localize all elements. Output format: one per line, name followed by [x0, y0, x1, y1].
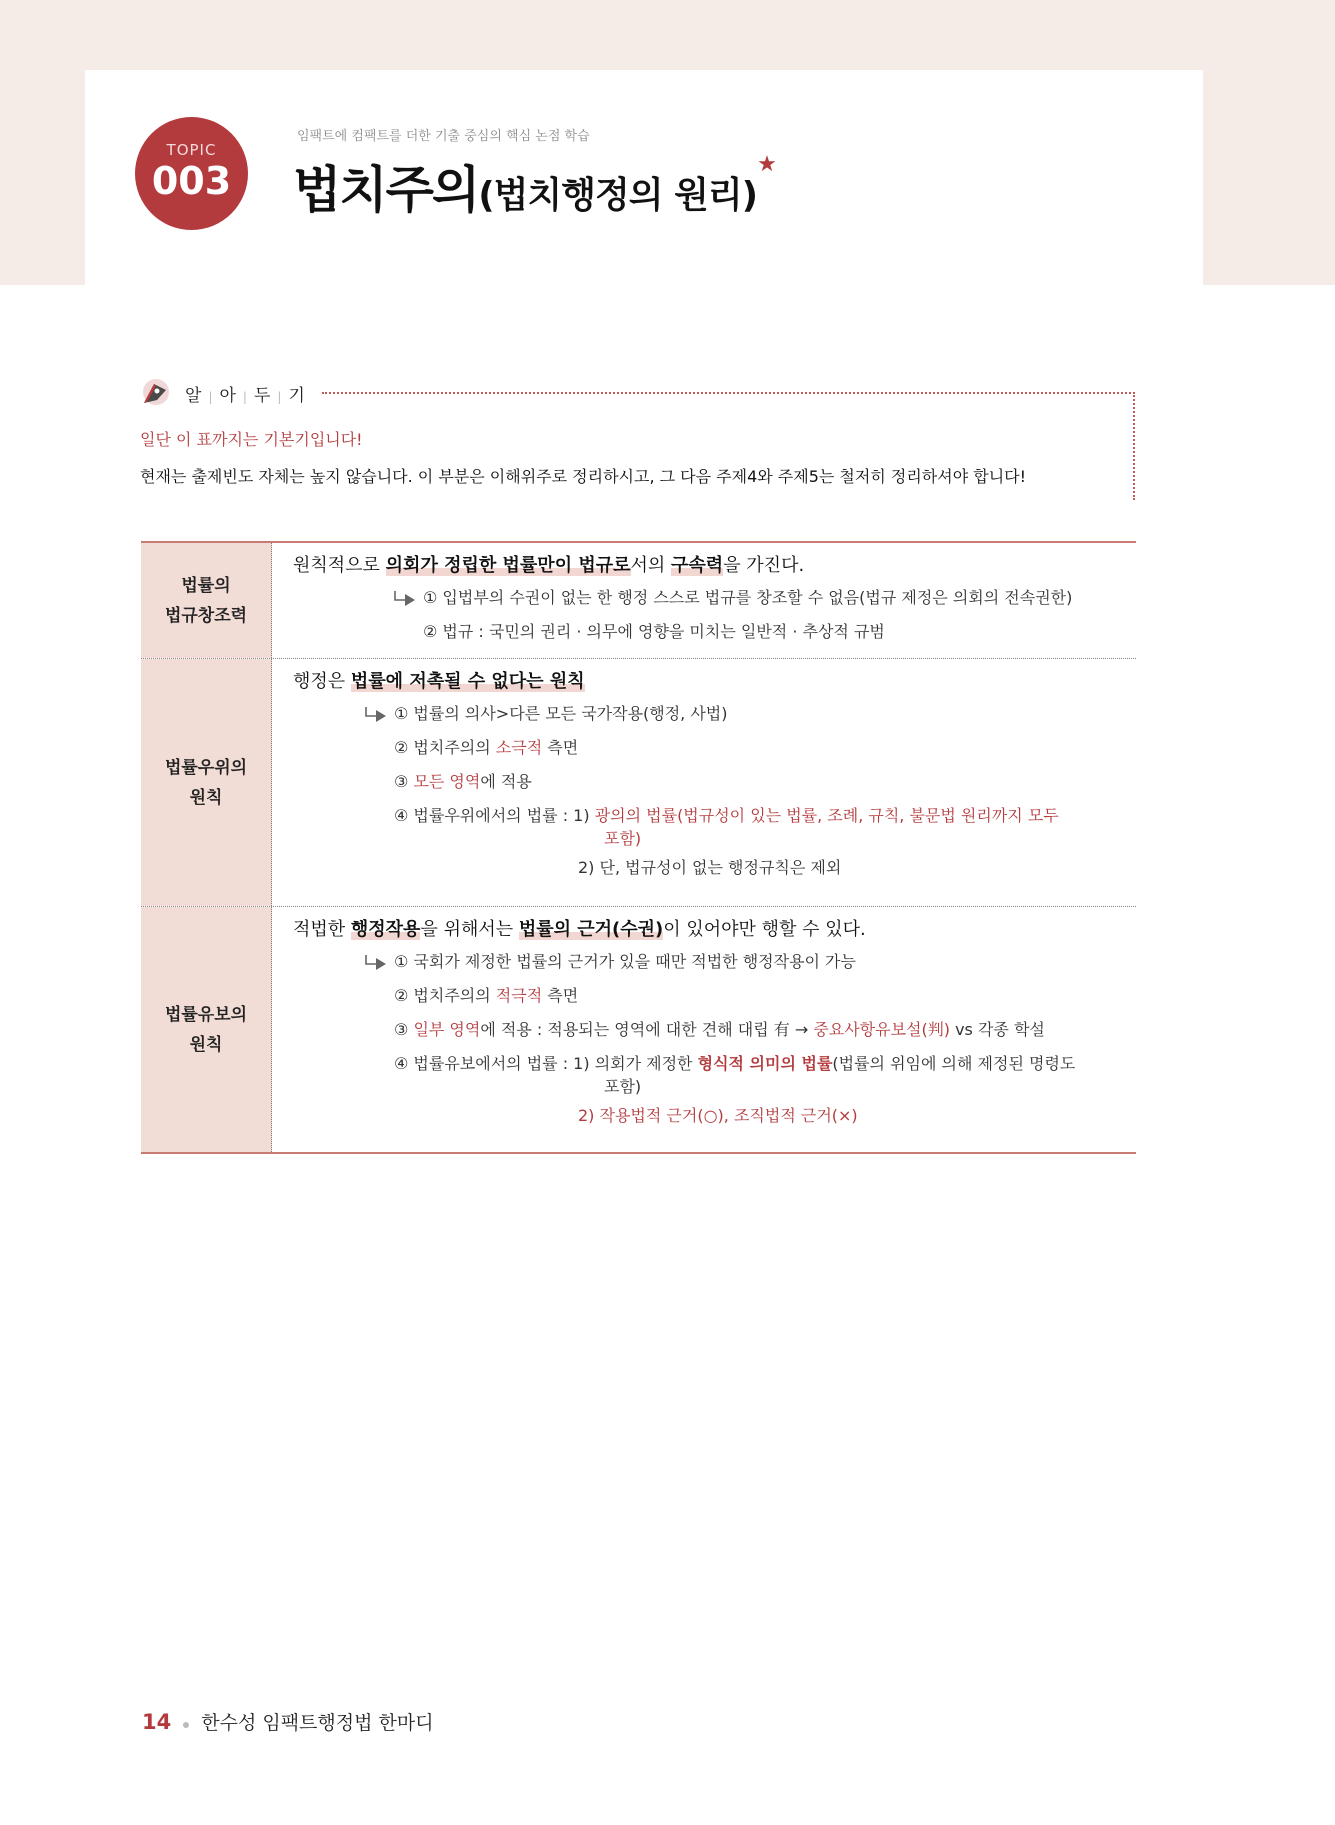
- note-text: 현재는 출제빈도 자체는 높지 않습니다. 이 부분은 이해위주로 정리하시고, 그 다음 주제4와 주제5는 철저히 정리하셔야 합니다!: [140, 467, 1027, 486]
- topic-label: TOPIC: [166, 141, 217, 159]
- list-item: 2) 작용법적 근거(○), 조직법적 근거(×): [578, 1106, 858, 1125]
- list-item: ④ 법률우위에서의 법률 : 1) 광의의 법률(법규성이 있는 법률, 조례, 규칙, 불문법 원리까지 모두: [394, 806, 1059, 825]
- star-icon: ★: [757, 152, 777, 177]
- dotted-divider: [322, 392, 1135, 394]
- list-item-continuation: 포함): [604, 1077, 642, 1096]
- list-item: ① 입법부의 수권이 없는 한 행정 스스로 법규를 창조할 수 없음(법규 제정은 의회의 전속권한): [423, 581, 1136, 615]
- page-footer: [142, 1708, 434, 1735]
- principle-statement: 적법한 행정작용을 위해서는 법률의 근거(수권)이 있어야만 행할 수 있다.: [293, 919, 866, 940]
- row-label: 법률의 법규창조력: [141, 543, 272, 658]
- note-emphasis: 일단 이 표까지는 기본기입니다!: [140, 430, 363, 449]
- row-label: 법률우위의 원칙: [141, 659, 272, 906]
- note-heading: 알 | 아 | 두 | 기: [185, 386, 306, 406]
- note-heading-char: 아: [219, 386, 237, 406]
- page-number: 14: [142, 1710, 172, 1734]
- list-item: ③ 모든 영역에 적용: [394, 772, 532, 791]
- title-main: 법치주의: [293, 161, 479, 219]
- row-content: [272, 907, 1136, 1152]
- title-sub: (법치행정의 원리): [478, 175, 758, 216]
- list-item: ② 법치주의의 소극적 측면: [394, 738, 579, 757]
- note-heading-char: 알: [185, 386, 203, 406]
- list-item: ② 법규 : 국민의 권리 · 의무에 영향을 미치는 일반적 · 추상적 규범: [423, 622, 885, 641]
- table-row: [141, 659, 1136, 907]
- row-content: [272, 659, 1136, 906]
- pen-nib-icon: [140, 376, 172, 408]
- arrow-icon: [364, 953, 388, 971]
- book-title: 한수성 임팩트행정법 한마디: [201, 1712, 434, 1734]
- page-subtitle: 임팩트에 컴팩트를 더한 기출 중심의 핵심 논점 학습: [297, 129, 590, 144]
- footer-dot: [183, 1722, 189, 1728]
- row-content: [272, 543, 1136, 658]
- arrow-icon: [393, 589, 417, 607]
- principle-statement: 원칙적으로 의회가 정립한 법률만이 법규로서의 구속력을 가진다.: [293, 555, 805, 576]
- topic-badge: [135, 117, 248, 230]
- arrow-icon: [364, 705, 388, 723]
- list-item: ① 국회가 제정한 법률의 근거가 있을 때만 적법한 행정작용이 가능: [394, 945, 1136, 979]
- note-heading-char: 두: [253, 386, 272, 406]
- summary-table: [141, 541, 1136, 1154]
- table-row: [141, 543, 1136, 659]
- topic-number: 003: [151, 159, 232, 203]
- note-box: [140, 375, 1135, 500]
- dotted-divider: [1133, 392, 1135, 500]
- list-item: ④ 법률유보에서의 법률 : 1) 의회가 제정한 형식적 의미의 법률(법률의 위임에 의해 제정된 명령도: [394, 1054, 1076, 1073]
- list-item-continuation: 포함): [604, 829, 642, 848]
- table-row: [141, 907, 1136, 1152]
- list-item: ② 법치주의의 적극적 측면: [394, 986, 579, 1005]
- row-label: 법률유보의 원칙: [141, 907, 272, 1152]
- list-item: 2) 단, 법규성이 없는 행정규칙은 제외: [578, 858, 842, 877]
- list-item: ① 법률의 의사>다른 모든 국가작용(행정, 사법): [394, 697, 1136, 731]
- principle-statement: 행정은 법률에 저촉될 수 없다는 원칙: [293, 671, 585, 692]
- page-title: [293, 150, 777, 222]
- note-heading-char: 기: [288, 386, 306, 406]
- list-item: ③ 일부 영역에 적용 : 적용되는 영역에 대한 견해 대립 有 → 중요사항유보설(判) vs 각종 학설: [394, 1020, 1045, 1039]
